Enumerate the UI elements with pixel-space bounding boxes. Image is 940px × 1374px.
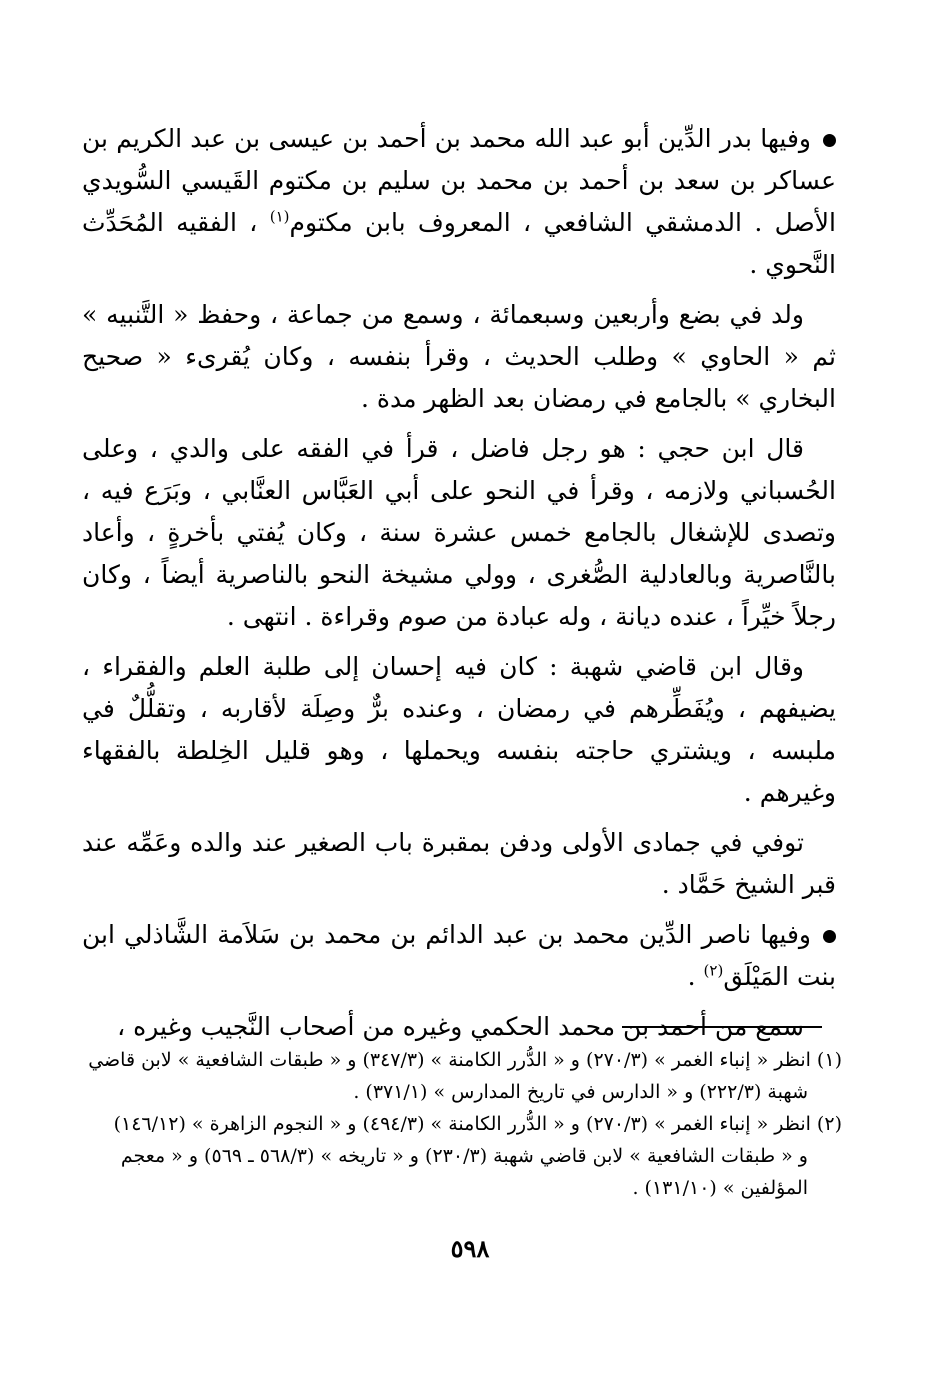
footnote-line: شهبة (٢٢٢/٣) و « الدارس في تاريخ المدارس » (٣٧١/١) . [353, 1081, 808, 1103]
paragraph: وقال ابن قاضي شهبة : كان فيه إحسان إلى طلبة العلم والفقراء ، يضيفهم ، ويُفَطِّرهم في رمضان ، وعنده برٌّ وصِلَة لأقاربه ، وتقلُّلٌ في ملبسه ، ويشتري حاجته بنفسه ويحملها ، وهو قليل الخِلطة بالفقهاء وغيرهم . [82, 652, 836, 807]
bullet-icon [823, 134, 836, 147]
footnote [82, 1108, 842, 1204]
paragraph: سمع من أحمد بن محمد الحكمي وغيره من أصحاب النَّجيب وغيره ، [117, 1012, 804, 1041]
footnote-line: (١) انظر « إنباء الغمر » (٢٧٠/٣) و « الدُّرر الكامنة » (٣٤٧/٣) و « طبقات الشافعية » لابن قاضي [88, 1049, 842, 1071]
footnote [82, 1044, 842, 1108]
text-tail: . [687, 962, 704, 991]
text-line: وفيها بدر الدِّين أبو عبد الله محمد بن أحمد بن عيسى بن عبد الكريم بن [82, 124, 811, 153]
page-number: ٥٩٨ [450, 1234, 490, 1263]
footnote-ref: (١) [269, 207, 290, 226]
footnotes [82, 1044, 842, 1204]
entry-nasir-al-din [82, 914, 836, 998]
footnote-line: و « طبقات الشافعية » لابن قاضي شهبة (٢٣٠/٣) و « تاريخه » (٥٦٨/٣ ـ ٥٦٩) و « معجم [120, 1145, 808, 1167]
text-line: وفيها ناصر الدِّين محمد بن عبد الدائم بن محمد بن سَلاَمة الشَّاذلي ابن بنت المَيْلَق [82, 920, 836, 991]
bullet-icon [823, 930, 836, 943]
text-line: ، الفقيه المُحَدِّث النَّحوي . [82, 208, 836, 279]
paragraph: ولد في بضع وأربعين وسبعمائة ، وسمع من جماعة ، وحفظ « التَّنبيه » ثم « الحاوي » وطلب الحديث ، وقرأ بنفسه ، وكان يُقرىء « صحيح البخاري » بالجامع في رمضان بعد الظهر مدة . [82, 300, 836, 413]
main-text [82, 118, 836, 1048]
entry-badr-al-din [82, 118, 836, 286]
text-line: الدمشقي الشافعي ، المعروف بابن مكتوم [289, 208, 742, 237]
footnote-ref: (٢) [703, 961, 724, 980]
paragraph: توفي في جمادى الأولى ودفن بمقبرة باب الصغير عند والده وعَمِّه عند قبر الشيخ حَمَّاد . [82, 828, 836, 899]
footnote-line: (٢) انظر « إنباء الغمر » (٢٧٠/٣) و « الدُّرر الكامنة » (٤٩٤/٣) و « النجوم الزاهرة » (١٤٦/١٢) [113, 1113, 842, 1135]
paragraph: قال ابن حجي : هو رجل فاضل ، قرأ في الفقه على والدي ، وعلى الحُسباني ولازمه ، وقرأ في النحو على أبي العَبَّاس العنَّابي ، وبَرَع فيه ، وتصدى للإشغال بالجامع خمس عشرة سنة ، وكان يُفتي بأخرةٍ ، وأعاد بالنَّاصرية وبالعادلية الصُّغرى ، وولي مشيخة النحو بالناصرية أيضاً ، وكان رجلاً خيِّراً ، عنده ديانة ، وله عبادة من صوم وقراءة . انتهى . [82, 434, 836, 631]
text-line: عساكر بن سعد بن أحمد بن محمد بن سليم بن مكتوم القَيسي السُّويدي الأصل . [82, 166, 836, 237]
footnote-divider [622, 1026, 822, 1028]
footnote-line: المؤلفين » (١٣١/١٠) . [632, 1177, 808, 1199]
